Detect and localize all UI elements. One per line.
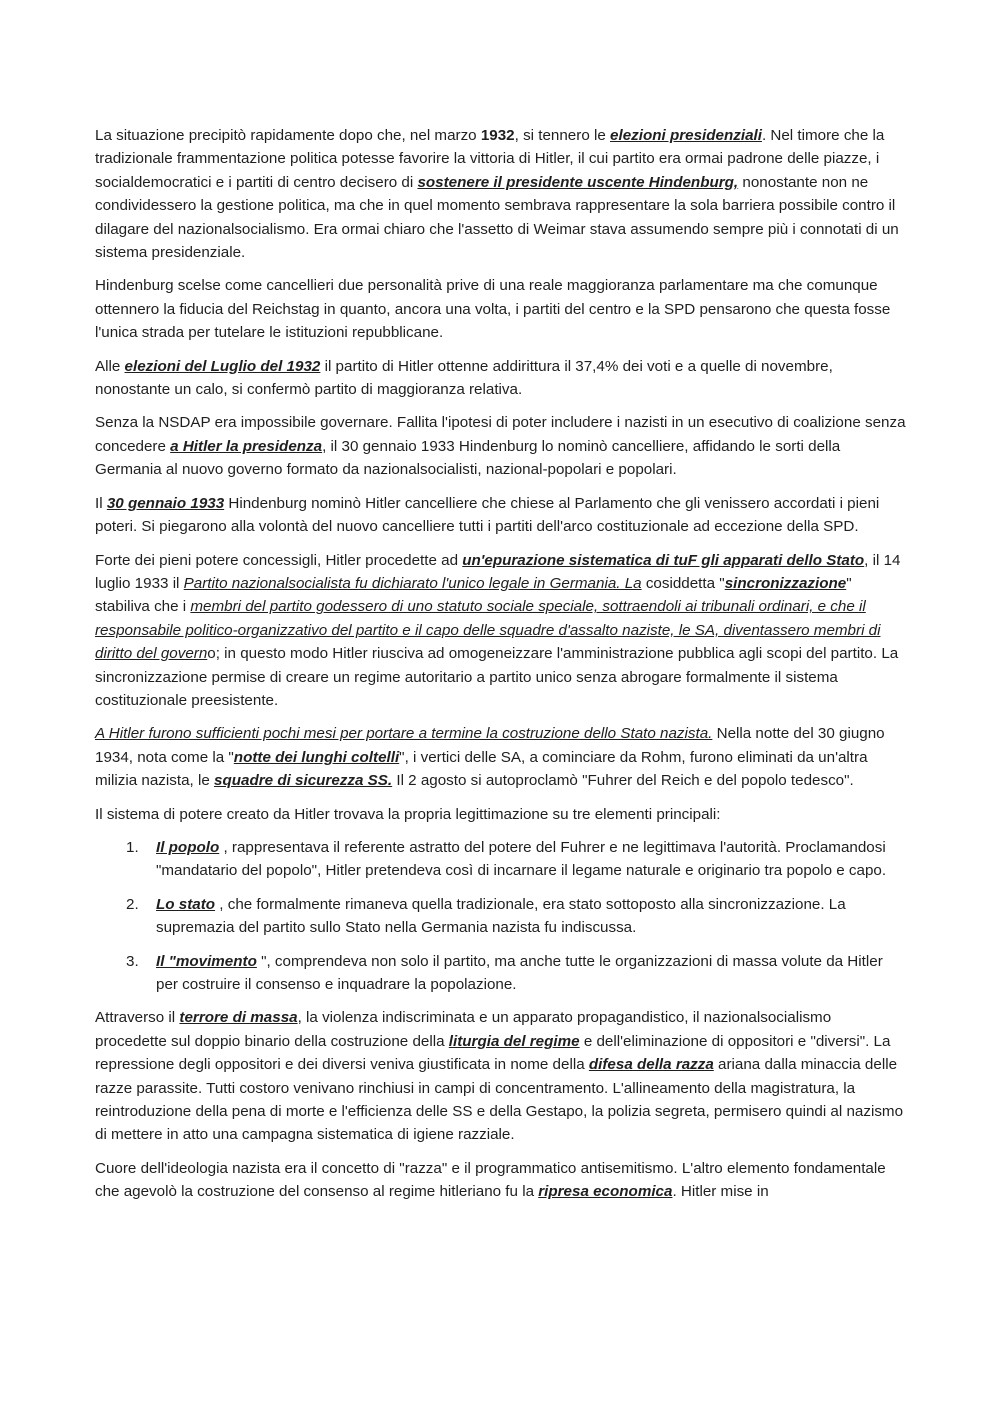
paragraph-8: Il sistema di potere creato da Hitler trovava la propria legittimazione su tre elementi principali: [95,805,721,823]
paragraph-9: Attraverso il terrore di massa, la violenza indiscriminata e un apparato propagandistico, il nazionalsocialismo procedette sul doppio binario della costruzione della liturgia del regime e dell'eliminazione di oppositori e "diversi". La repressione degli oppositori e dei diversi veniva giustificata in nome della difesa della razza ariana dalla minaccia delle razze parassite. Tutti costoro venivano rinchiusi in campi di concentramento. L'allineamento della magistratura, la reintroduzione della pena di morte e l'efficienza delle SS e della Gestapo, la polizia segreta, permisero quindi al nazismo di mettere in atto una campagna sistematica di igiene razziale. [95,1009,904,1144]
paragraph-3: Alle elezioni del Luglio del 1932 il partito di Hitler ottenne addirittura il 37,4% dei voti e a quelle di novembre, nonostante un calo, si confermò partito di maggioranza relativa. [95,357,833,399]
keyword-elezioni-presidenziali: elezioni presidenziali [610,127,762,144]
paragraph-2: Hindenburg scelse come cancellieri due personalità prive di una reale maggioranza parlamentare ma che comunque ottennero la fiducia del Reichstag in quanto, ancora una volta, i partiti del centro e la SPD pensarono che questa fosse l'unica strada per tutelare le istituzioni repubblicane. [95,277,891,342]
list-item: 3. Il "movimento ", comprendeva non solo il partito, ma anche tutte le organizzazioni di massa volute da Hitler per costruire il consenso e inquadrare la popolazione. [126,952,883,993]
year-1932: 1932 [480,127,515,144]
paragraph-1: La situazione precipitò rapidamente dopo che, nel marzo 1932, si tennero le elezioni presidenziali. Nel timore che la tradizionale frammentazione politica potesse favorire la vittoria di Hitler, il cui partito era ormai padrone delle piazze, i socialdemocratici e i partiti di centro decisero di sostenere il presidente uscente Hindenburg, nonostante non ne condividessero la gestione politica, ma che in quel momento sembrava rappresentare la sola barriera possibile contro il dilagare del nazionalsocialismo. Era ormai chiaro che l'assetto di Weimar stava assumendo sempre più i connotati di un sistema presidenziale. [95,127,899,262]
keyword-epurazione: un'epurazione sistematica di tuF gli apparati dello Stato [462,551,865,569]
paragraph-10: Cuore dell'ideologia nazista era il concetto di "razza" e il programmatico antisemitismo. L'altro elemento fondamentale che agevolò la costruzione del consenso al regime hitleriano fu la ripresa economica. Hitler mise in [95,1159,886,1201]
keyword-squadre-sicurezza: squadre di sicurezza SS. [214,772,393,790]
keyword-presidenza: a Hitler la presidenza [170,437,323,455]
keyword-terrore-di-massa: terrore di massa [179,1009,298,1027]
paragraph-6: Forte dei pieni potere concessigli, Hitler procedette ad un'epurazione sistematica di tuF gli apparati dello Stato, il 14 luglio 1933 il Partito nazionalsocialista fu dichiarato l'unico legale in Germania. La cosiddetta "sincronizzazione" stabiliva che i membri del partito godessero di uno statuto sociale speciale, sottraendoli ai tribunali ordinari, e che il responsabile politico-organizzativo del partito e il capo delle squadre d'assalto naziste, le SA, diventassero membri di diritto del governo; in questo modo Hitler riusciva ad omogeneizzare l'amministrazione pubblica agli scopi del partito. La sincronizzazione permise di creare un regime autoritario a partito unico senza abrogare formalmente il sistema costituzionale preesistente. [95,551,901,709]
document-page [95,124,907,1214]
keyword-liturgia-del-regime: liturgia del regime [448,1032,580,1050]
phrase-partito-unico: Partito nazionalsocialista fu dichiarato l'unico legale in Germania. La [183,574,642,592]
keyword-notte-lunghi-coltelli: notte dei lunghi coltelli [233,748,400,766]
keyword-sincronizzazione: sincronizzazione [724,574,847,592]
paragraph-7: A Hitler furono sufficienti pochi mesi per portare a termine la costruzione dello Stato nazista. Nella notte del 30 giugno 1934, nota come la "notte dei lunghi coltelli", i vertici delle SA, a cominciare da Rohm, furono eliminati da un'altra milizia nazista, le squadre di sicurezza SS. Il 2 agosto si autoproclamò "Fuhrer del Reich e del popolo tedesco". [95,725,885,790]
keyword-difesa-della-razza: difesa della razza [588,1056,714,1074]
elements-list [95,836,907,996]
keyword-elezioni-luglio-1932: elezioni del Luglio del 1932 [124,357,321,375]
phrase-membri-partito: membri del partito godessero di uno statuto sociale speciale, sottraendoli ai tribunali ordinari, e che il responsabile politico-organizzativo del partito e il capo delle squadre d'assalto naziste, le SA, diventassero membri di diritto del govern [95,598,881,663]
phrase-stato-nazista: A Hitler furono sufficienti pochi mesi per portare a termine la costruzione dello Stato nazista. [95,725,713,743]
paragraph-4: Senza la NSDAP era impossibile governare. Fallita l'ipotesi di poter includere i nazisti in un esecutivo di coalizione senza concedere a Hitler la presidenza, il 30 gennaio 1933 Hindenburg lo nominò cancelliere, affidando le sorti della Germania al nuovo governo formato da nazionalsocialisti, nazional-popolari e popolari. [95,414,906,479]
list-item: 1. Il popolo , rappresentava il referente astratto del potere del Fuhrer e ne legittimava l'autorità. Proclamandosi "mandatario del popolo", Hitler pretendeva così di incarnare il legame naturale e originario tra popolo e capo. [126,838,887,880]
keyword-sostenere-hindenburg: sostenere il presidente uscente Hindenburg, [417,173,739,191]
paragraph-5: Il 30 gennaio 1933 Hindenburg nominò Hitler cancelliere che chiese al Parlamento che gli venissero accordati i pieni poteri. Si piegarono alla volontà del nuovo cancelliere tutti i partiti dell'arco costituzionale ad eccezione della SPD. [95,494,880,536]
keyword-30-gennaio-1933: 30 gennaio 1933 [106,494,225,512]
list-item: 2. Lo stato , che formalmente rimaneva quella tradizionale, era stato sottoposto alla sincronizzazione. La supremazia del partito sullo Stato nella Germania nazista fu indiscussa. [126,895,846,937]
keyword-ripresa-economica: ripresa economica [538,1183,673,1201]
